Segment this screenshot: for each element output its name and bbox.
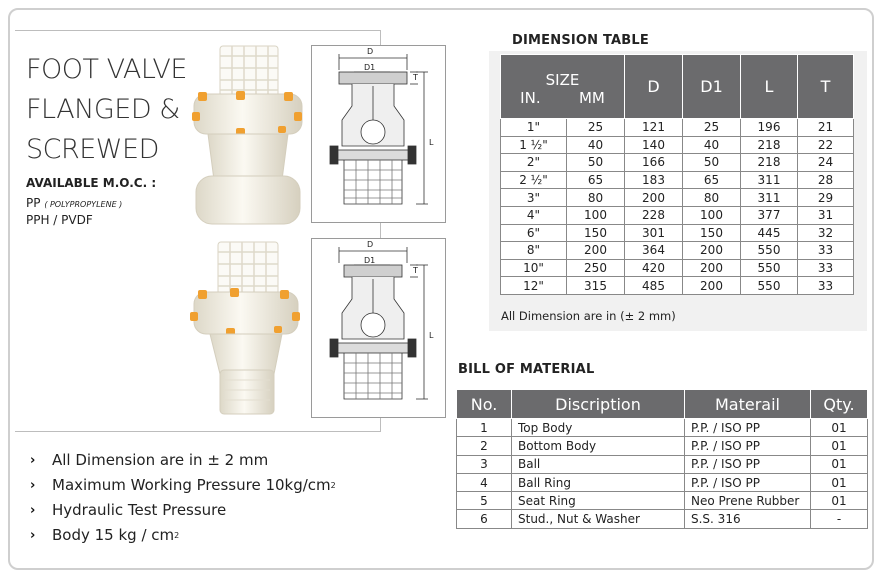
table-cell: 50 [567, 154, 625, 172]
table-row [501, 277, 854, 295]
table-row [457, 455, 868, 473]
table-cell: 150 [567, 224, 625, 242]
col-header-d: D [625, 55, 683, 119]
table-cell: P.P. / ISO PP [685, 473, 811, 491]
table-cell: Top Body [512, 419, 685, 437]
product-title [26, 50, 187, 170]
spec-item: › Body 15 kg / cm 2 [30, 523, 336, 548]
table-cell: 218 [741, 136, 798, 154]
table-cell: 5 [457, 492, 512, 510]
table-cell: 311 [741, 171, 798, 189]
table-cell: P.P. / ISO PP [685, 419, 811, 437]
table-row [501, 119, 854, 137]
table-cell: S.S. 316 [685, 510, 811, 528]
table-cell: 01 [811, 419, 868, 437]
dimension-table [500, 54, 854, 295]
bill-of-material-table [456, 389, 868, 529]
col-header-l: L [741, 55, 798, 119]
table-cell: 2 ½" [501, 171, 567, 189]
table-cell: 1 ½" [501, 136, 567, 154]
table-cell: 25 [683, 119, 741, 137]
table-row [501, 136, 854, 154]
table-cell: 200 [683, 259, 741, 277]
col-header-d1: D1 [683, 55, 741, 119]
table-cell: P.P. / ISO PP [685, 437, 811, 455]
dim-l-label-2: L [429, 331, 434, 340]
table-cell: 28 [798, 171, 854, 189]
table-cell: 315 [567, 277, 625, 295]
table-cell: 550 [741, 277, 798, 295]
table-cell: 33 [798, 242, 854, 260]
table-cell: 31 [798, 206, 854, 224]
table-cell: Seat Ring [512, 492, 685, 510]
dim-t-label: T [413, 73, 418, 82]
table-cell: 183 [625, 171, 683, 189]
table-cell: 12" [501, 277, 567, 295]
table-cell: 22 [798, 136, 854, 154]
table-cell: 420 [625, 259, 683, 277]
dimension-table-heading: DIMENSION TABLE [512, 33, 649, 48]
dim-t-label-2: T [413, 266, 418, 275]
screwed-technical-drawing [311, 238, 446, 418]
table-row [501, 242, 854, 260]
table-cell: 364 [625, 242, 683, 260]
table-cell: 01 [811, 473, 868, 491]
table-cell: 550 [741, 242, 798, 260]
table-cell: 29 [798, 189, 854, 207]
table-cell: 3" [501, 189, 567, 207]
table-cell: 24 [798, 154, 854, 172]
table-cell: 377 [741, 206, 798, 224]
table-cell: 2" [501, 154, 567, 172]
table-cell: 121 [625, 119, 683, 137]
title-line-3: SCREWED [26, 134, 159, 165]
table-cell: 150 [683, 224, 741, 242]
table-cell: 100 [567, 206, 625, 224]
moc-pp-note: ( POLYPROPYLENE ) [44, 200, 123, 209]
flanged-technical-drawing [311, 45, 446, 223]
table-cell: P.P. / ISO PP [685, 455, 811, 473]
dim-d-label: D [367, 47, 374, 56]
table-cell: 311 [741, 189, 798, 207]
chevron-right-icon: › [30, 528, 36, 543]
bom-col-description: Discription [512, 390, 685, 419]
table-cell: 6 [457, 510, 512, 528]
in-label: IN. [520, 88, 541, 107]
table-cell: 21 [798, 119, 854, 137]
table-cell: 33 [798, 259, 854, 277]
table-row [457, 437, 868, 455]
table-row [457, 473, 868, 491]
table-cell: 25 [567, 119, 625, 137]
screwed-valve-image [190, 240, 305, 420]
table-cell: 2 [457, 437, 512, 455]
size-header [501, 55, 625, 119]
bom-heading: BILL OF MATERIAL [458, 362, 595, 377]
table-cell: 228 [625, 206, 683, 224]
table-cell: 01 [811, 492, 868, 510]
size-label: SIZE [545, 70, 580, 89]
table-cell: 550 [741, 259, 798, 277]
bom-col-material: Materail [685, 390, 811, 419]
table-cell: 200 [567, 242, 625, 260]
table-cell: 8" [501, 242, 567, 260]
table-cell: 01 [811, 437, 868, 455]
moc-others: PPH / PVDF [26, 213, 93, 227]
table-cell: 6" [501, 224, 567, 242]
table-cell: Stud., Nut & Washer [512, 510, 685, 528]
table-cell: 4" [501, 206, 567, 224]
table-cell: 196 [741, 119, 798, 137]
table-cell: 65 [683, 171, 741, 189]
moc-label: AVAILABLE M.O.C. : [26, 176, 157, 190]
table-cell: 301 [625, 224, 683, 242]
chevron-right-icon: › [30, 453, 36, 468]
table-cell: 140 [625, 136, 683, 154]
table-cell: 166 [625, 154, 683, 172]
table-row [501, 171, 854, 189]
dimension-note: All Dimension are in (± 2 mm) [501, 309, 676, 323]
table-cell: 1" [501, 119, 567, 137]
table-cell: - [811, 510, 868, 528]
table-cell: Ball [512, 455, 685, 473]
table-cell: 4 [457, 473, 512, 491]
table-cell: 3 [457, 455, 512, 473]
table-row [501, 189, 854, 207]
table-cell: 65 [567, 171, 625, 189]
table-cell: 01 [811, 455, 868, 473]
specifications-list [30, 448, 336, 548]
table-cell: 200 [683, 277, 741, 295]
spec-item: › Maximum Working Pressure 10kg/cm 2 [30, 473, 336, 498]
table-cell: 33 [798, 277, 854, 295]
col-header-t: T [798, 55, 854, 119]
table-cell: 100 [683, 206, 741, 224]
table-row [501, 154, 854, 172]
table-row [457, 419, 868, 437]
table-cell: 250 [567, 259, 625, 277]
table-cell: 200 [625, 189, 683, 207]
table-row [457, 492, 868, 510]
table-cell: Ball Ring [512, 473, 685, 491]
table-row [501, 259, 854, 277]
chevron-right-icon: › [30, 503, 36, 518]
table-cell: 1 [457, 419, 512, 437]
table-cell: 80 [683, 189, 741, 207]
table-row [501, 206, 854, 224]
title-line-2: FLANGED & [26, 94, 180, 125]
table-cell: 200 [683, 242, 741, 260]
chevron-right-icon: › [30, 478, 36, 493]
bom-col-qty: Qty. [811, 390, 868, 419]
table-row [457, 510, 868, 528]
flanged-valve-image [190, 42, 305, 232]
moc-pp-text: PP [26, 196, 41, 210]
table-cell: 445 [741, 224, 798, 242]
table-cell: 485 [625, 277, 683, 295]
table-cell: 40 [567, 136, 625, 154]
bom-col-no: No. [457, 390, 512, 419]
table-cell: 32 [798, 224, 854, 242]
table-row [501, 224, 854, 242]
dim-d1-label: D1 [364, 63, 376, 72]
title-line-1: FOOT VALVE [26, 54, 187, 85]
table-cell: 10" [501, 259, 567, 277]
table-cell: 50 [683, 154, 741, 172]
mm-label: MM [578, 88, 605, 107]
table-cell: 40 [683, 136, 741, 154]
dim-d-label-2: D [367, 240, 374, 249]
spec-item: › Hydraulic Test Pressure [30, 498, 336, 523]
table-cell: 80 [567, 189, 625, 207]
dim-l-label: L [429, 138, 434, 147]
table-cell: Neo Prene Rubber [685, 492, 811, 510]
moc-pp [26, 196, 122, 210]
spec-item: › All Dimension are in ± 2 mm [30, 448, 336, 473]
dim-d1-label-2: D1 [364, 256, 376, 265]
table-cell: Bottom Body [512, 437, 685, 455]
table-cell: 218 [741, 154, 798, 172]
